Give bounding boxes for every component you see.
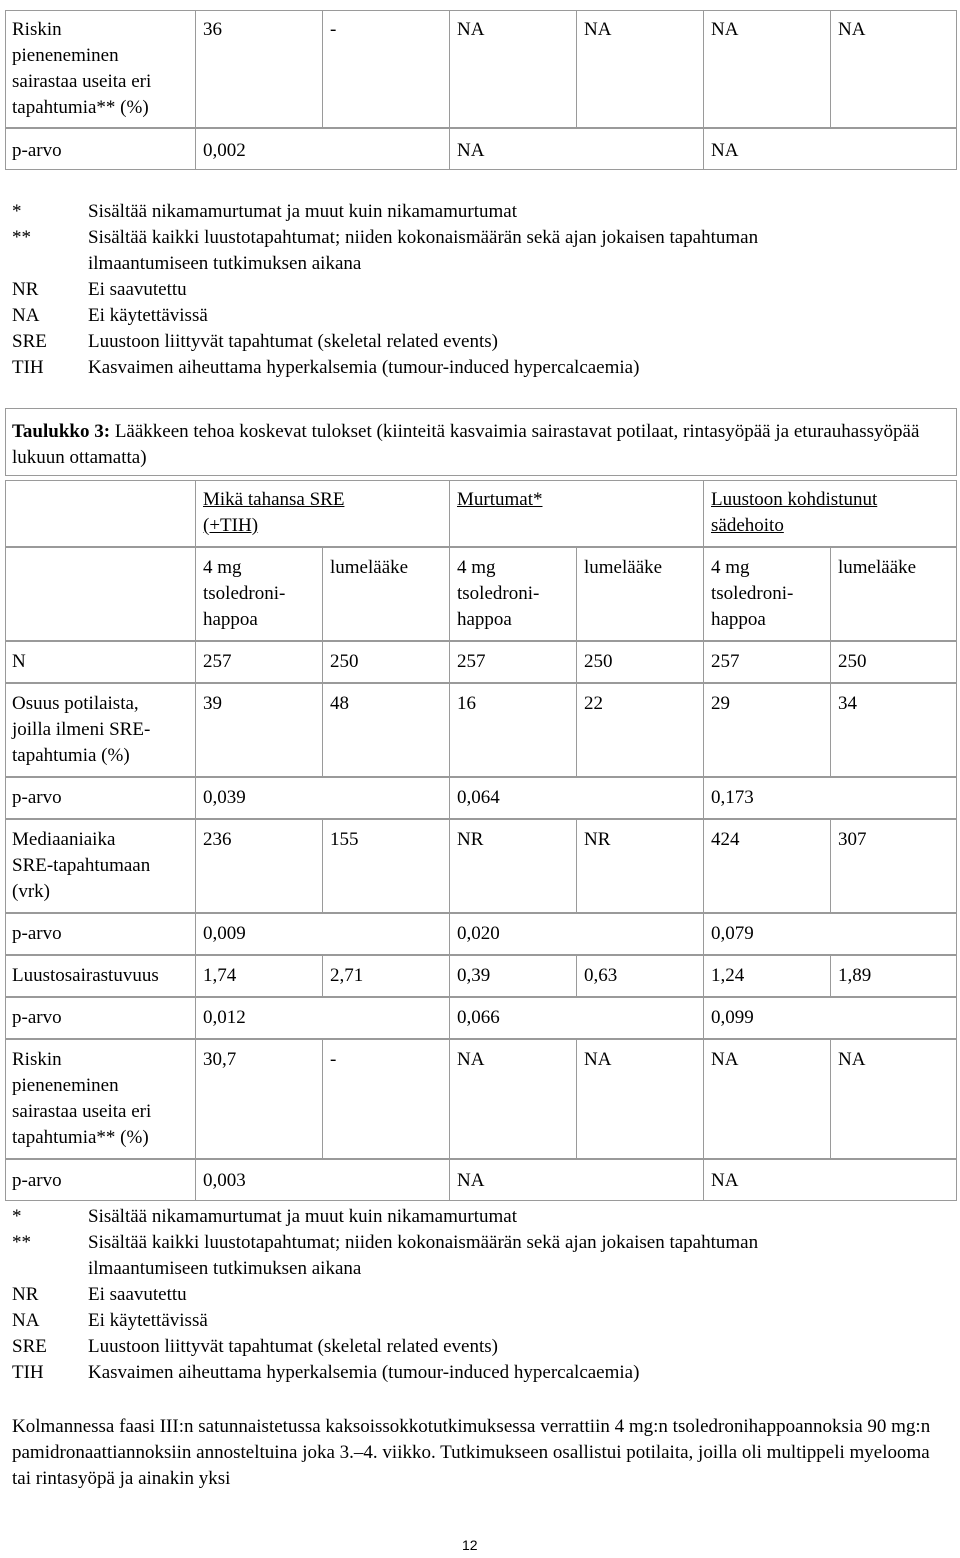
table-cell: 250 bbox=[330, 651, 359, 672]
table-cell: NA bbox=[584, 1049, 612, 1070]
table-cell: 22 bbox=[584, 693, 603, 714]
table-cell: NA bbox=[711, 1049, 739, 1070]
column-header: 4 mg tsoledroni- happoa bbox=[457, 557, 540, 630]
row-label: p-arvo bbox=[12, 1007, 62, 1028]
table-cell: 1,24 bbox=[711, 965, 745, 986]
page-number: 12 bbox=[462, 1537, 478, 1553]
footnote-symbol: NA bbox=[12, 1310, 40, 1331]
footnote-symbol: ** bbox=[12, 227, 31, 248]
table-cell: 0,064 bbox=[457, 787, 500, 808]
table-cell: NA bbox=[457, 19, 485, 40]
column-header: lumelääke bbox=[584, 557, 663, 578]
row-label: Osuus potilaista, joilla ilmeni SRE- tapahtumia (%) bbox=[12, 693, 151, 766]
table-cell: 1,89 bbox=[838, 965, 872, 986]
table-cell: 1,74 bbox=[203, 965, 237, 986]
table-cell: 0,012 bbox=[203, 1007, 246, 1028]
table-caption-cell bbox=[5, 408, 957, 476]
row-label: N bbox=[12, 651, 26, 672]
table-cell: NA bbox=[711, 19, 739, 40]
row-label: Mediaaniaika SRE-tapahtumaan (vrk) bbox=[12, 829, 151, 902]
table-cell: 155 bbox=[330, 829, 359, 850]
footnote-text: Kasvaimen aiheuttama hyperkalsemia (tumour-induced hypercalcaemia) bbox=[88, 357, 640, 378]
row-label: p-arvo bbox=[12, 787, 62, 808]
table-cell: 0,009 bbox=[203, 923, 246, 944]
row-label: Luustosairastuvuus bbox=[12, 965, 159, 986]
footnote-symbol: TIH bbox=[12, 357, 44, 378]
table-cell: NA bbox=[457, 1049, 485, 1070]
footnote-text: Sisältää nikamamurtumat ja muut kuin nikamamurtumat bbox=[88, 1206, 517, 1227]
table-cell: - bbox=[330, 1049, 337, 1070]
footnote-text: Ei saavutettu bbox=[88, 1284, 187, 1305]
footnote-text: Kasvaimen aiheuttama hyperkalsemia (tumour-induced hypercalcaemia) bbox=[88, 1362, 640, 1383]
table-cell: NA bbox=[457, 140, 485, 161]
table-cell: 0,020 bbox=[457, 923, 500, 944]
table-cell: 0,099 bbox=[711, 1007, 754, 1028]
table-cell: 0,39 bbox=[457, 965, 491, 986]
footnote-text: Sisältää kaikki luustotapahtumat; niiden kokonaismäärän sekä ajan jokaisen tapahtuman bbox=[88, 227, 759, 248]
table-cell: 0,066 bbox=[457, 1007, 500, 1028]
table-cell: - bbox=[330, 19, 337, 40]
table-cell: 307 bbox=[838, 829, 867, 850]
table-cell: 29 bbox=[711, 693, 730, 714]
table-cell: NR bbox=[584, 829, 611, 850]
table-cell: 257 bbox=[711, 651, 740, 672]
body-paragraph: Kolmannessa faasi III:n satunnaistetussa kaksoissokkotutkimuksessa verrattiin 4 mg:n tsoledronihappoannoksia 90 mg:n pamidronaattiannoksiin annosteltuina joka 3.–4. viikko. Tutkimukseen osallistui potilaita, joilla oli multippeli myelooma tai rintasyöpä ja ainakin yksi bbox=[12, 1416, 931, 1489]
table-cell: NA bbox=[711, 140, 739, 161]
footnote-symbol: * bbox=[12, 201, 22, 222]
table-caption: Taulukko 3: Lääkkeen tehoa koskevat tulokset (kiinteitä kasvaimia sairastavat potilaat, rintasyöpää ja eturauhassyöpää lukuun ottamatta) bbox=[12, 421, 920, 468]
row-label: Riskin pieneneminen sairastaa useita eri tapahtumia** (%) bbox=[12, 1049, 152, 1148]
row-label: p-arvo bbox=[12, 1170, 62, 1191]
table-cell: 0,002 bbox=[203, 140, 246, 161]
footnote-text: Sisältää nikamamurtumat ja muut kuin nikamamurtumat bbox=[88, 201, 517, 222]
table-cell: NA bbox=[838, 19, 866, 40]
footnote-text: ilmaantumiseen tutkimuksen aikana bbox=[88, 253, 362, 274]
table-cell: 0,63 bbox=[584, 965, 618, 986]
table-cell: 36 bbox=[203, 19, 222, 40]
table-cell: 30,7 bbox=[203, 1049, 237, 1070]
footnote-text: ilmaantumiseen tutkimuksen aikana bbox=[88, 1258, 362, 1279]
row-label: Riskin pieneneminen sairastaa useita eri tapahtumia** (%) bbox=[12, 19, 152, 118]
table-cell: 0,003 bbox=[203, 1170, 246, 1191]
row-label: p-arvo bbox=[12, 923, 62, 944]
footnote-text: Ei saavutettu bbox=[88, 279, 187, 300]
table-cell: 257 bbox=[457, 651, 486, 672]
table-cell: NR bbox=[457, 829, 484, 850]
footnote-text: Luustoon liittyvät tapahtumat (skeletal related events) bbox=[88, 1336, 498, 1357]
footnote-symbol: SRE bbox=[12, 331, 47, 352]
column-header: lumelääke bbox=[330, 557, 409, 578]
column-group-header: Murtumat* bbox=[457, 489, 543, 510]
table-cell: 48 bbox=[330, 693, 349, 714]
table-cell: 250 bbox=[584, 651, 613, 672]
table-cell: 34 bbox=[838, 693, 857, 714]
table-cell: NA bbox=[584, 19, 612, 40]
footnote-text: Ei käytettävissä bbox=[88, 305, 208, 326]
footnote-symbol: ** bbox=[12, 1232, 31, 1253]
table-cell: NA bbox=[711, 1170, 739, 1191]
column-header: 4 mg tsoledroni- happoa bbox=[711, 557, 794, 630]
table-cell: 16 bbox=[457, 693, 476, 714]
table-cell: 250 bbox=[838, 651, 867, 672]
table-cell: NA bbox=[838, 1049, 866, 1070]
footnote-symbol: NR bbox=[12, 279, 39, 300]
column-group-header: Luustoon kohdistunut sädehoito bbox=[711, 489, 878, 536]
table-cell: 0,173 bbox=[711, 787, 754, 808]
footnote-symbol: NA bbox=[12, 305, 40, 326]
row-label: p-arvo bbox=[12, 140, 62, 161]
footnote-symbol: SRE bbox=[12, 1336, 47, 1357]
table-cell: 39 bbox=[203, 693, 222, 714]
table-cell: 257 bbox=[203, 651, 232, 672]
table-cell: 2,71 bbox=[330, 965, 364, 986]
table-cell: 0,039 bbox=[203, 787, 246, 808]
table-cell: 0,079 bbox=[711, 923, 754, 944]
footnote-symbol: * bbox=[12, 1206, 22, 1227]
column-header: lumelääke bbox=[838, 557, 917, 578]
footnote-text: Ei käytettävissä bbox=[88, 1310, 208, 1331]
table-cell: 424 bbox=[711, 829, 740, 850]
column-header: 4 mg tsoledroni- happoa bbox=[203, 557, 286, 630]
footnote-symbol: NR bbox=[12, 1284, 39, 1305]
table-cell: NA bbox=[457, 1170, 485, 1191]
footnote-text: Sisältää kaikki luustotapahtumat; niiden kokonaismäärän sekä ajan jokaisen tapahtuman bbox=[88, 1232, 759, 1253]
column-group-header: Mikä tahansa SRE (+TIH) bbox=[203, 489, 345, 536]
footnote-text: Luustoon liittyvät tapahtumat (skeletal related events) bbox=[88, 331, 498, 352]
table-cell: 236 bbox=[203, 829, 232, 850]
footnote-symbol: TIH bbox=[12, 1362, 44, 1383]
